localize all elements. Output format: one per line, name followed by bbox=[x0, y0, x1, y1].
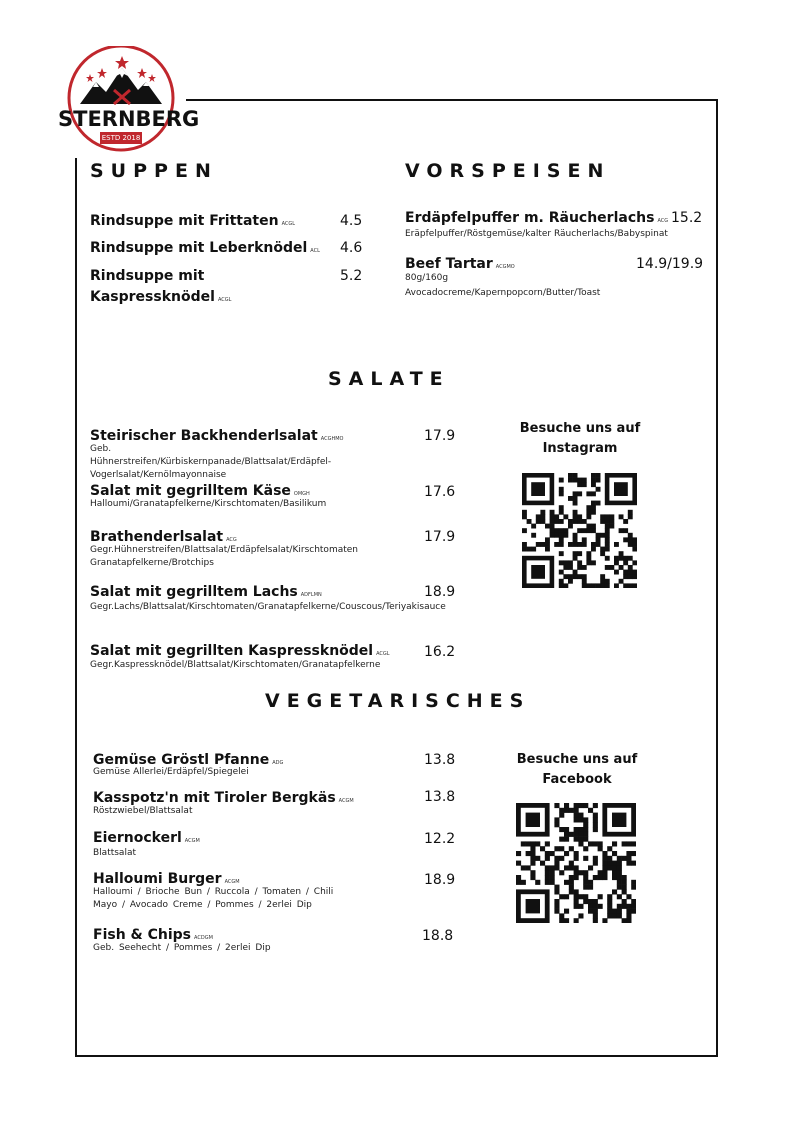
facebook-label: Besuche uns auf Facebook bbox=[516, 752, 638, 787]
menu-item-description: Gegr.Hühnerstreifen/Blattsalat/Erdäpfelsalat/Kirschtomaten Granatapfelkerne/Brotchips bbox=[90, 545, 358, 568]
allergen-codes: ACDGM bbox=[194, 935, 213, 941]
menu-item-price: 17.9 bbox=[424, 428, 456, 444]
section-title-vorspeisen: VORSPEISEN bbox=[405, 160, 611, 182]
allergen-codes: ACGHMO bbox=[320, 436, 344, 442]
menu-item-name: Kasspotz'n mit Tiroler Bergkäs ACGM bbox=[93, 790, 354, 806]
menu-item-description: Halloumi / Brioche Bun / Ruccola / Tomaten / Chili Mayo / Avocado Creme / Pommes / 2erlei Dip bbox=[93, 887, 334, 910]
menu-item-name: Rindsuppe mit Kaspressknödel ACGL bbox=[90, 268, 232, 305]
menu-item-price: 5.2 bbox=[340, 268, 363, 284]
menu-item-name: Salat mit gegrilltem Lachs ADFLMN bbox=[90, 584, 322, 600]
allergen-codes: ACGL bbox=[281, 221, 296, 227]
allergen-codes: ACG bbox=[226, 537, 237, 543]
menu-item-price: 15.2 bbox=[671, 210, 703, 226]
menu-item-name: Gemüse Gröstl Pfanne ADG bbox=[93, 752, 284, 768]
menu-item-name: Rindsuppe mit Leberknödel ACL bbox=[90, 240, 320, 256]
menu-item-name: Fish & Chips ACDGM bbox=[93, 927, 213, 943]
allergen-codes: ADFLMN bbox=[300, 592, 322, 598]
section-title-suppen: SUPPEN bbox=[90, 160, 218, 182]
menu-item-name: Halloumi Burger ACGM bbox=[93, 871, 240, 887]
menu-item-price: 4.5 bbox=[340, 213, 363, 229]
menu-item-description: Röstzwiebel/Blattsalat bbox=[93, 806, 193, 816]
allergen-codes: ACGMO bbox=[495, 264, 515, 270]
menu-item-name: Brathenderlsalat ACG bbox=[90, 529, 237, 545]
menu-item-description: 80g/160g bbox=[405, 273, 449, 283]
menu-item-name: Eiernockerl ACGM bbox=[93, 830, 200, 846]
allergen-codes: ACGM bbox=[184, 838, 200, 844]
menu-item-price: 18.9 bbox=[424, 872, 456, 888]
logo-wordmark: STERNBERG bbox=[58, 107, 200, 131]
menu-item-description: Geb. Seehecht / Pommes / 2erlei Dip bbox=[93, 943, 271, 953]
menu-item-description: Eräpfelpuffer/Röstgemüse/kalter Räucherlachs/Babyspinat bbox=[405, 229, 668, 239]
menu-item-price: 14.9/19.9 bbox=[636, 256, 704, 272]
menu-item-price: 17.6 bbox=[424, 484, 456, 500]
menu-item-price: 12.2 bbox=[424, 831, 456, 847]
allergen-codes: ADG bbox=[272, 760, 284, 766]
logo-established: ESTD 2018 bbox=[101, 134, 141, 142]
menu-item-description: Gegr.Kaspressknödel/Blattsalat/Kirschtomaten/Granatapfelkerne bbox=[90, 660, 381, 670]
allergen-codes: OMGH bbox=[293, 491, 310, 497]
menu-item-price: 16.2 bbox=[424, 644, 456, 660]
menu-item-price: 18.8 bbox=[422, 928, 454, 944]
menu-item-name: Salat mit gegrillten Kaspressknödel ACGL bbox=[90, 643, 390, 659]
menu-item-price: 18.9 bbox=[424, 584, 456, 600]
allergen-codes: ACL bbox=[310, 248, 320, 254]
menu-item-price: 13.8 bbox=[424, 752, 456, 768]
menu-item-description: Blattsalat bbox=[93, 848, 136, 858]
allergen-codes: ACGM bbox=[224, 879, 240, 885]
menu-item-description: Gegr.Lachs/Blattsalat/Kirschtomaten/Granatapfelkerne/Couscous/Teriyakisauce bbox=[90, 602, 446, 612]
menu-item-name: Salat mit gegrilltem Käse OMGH bbox=[90, 483, 310, 499]
menu-item-name: Erdäpfelpuffer m. Räucherlachs ACG bbox=[405, 210, 669, 226]
menu-item-description: Avocadocreme/Kapernpopcorn/Butter/Toast bbox=[405, 288, 601, 298]
section-title-salate: SALATE bbox=[328, 368, 450, 390]
menu-item-description: Geb. Hühnerstreifen/Kürbiskernpanade/Blattsalat/Erdäpfel-Vogerlsalat/Kernölmayonnaise bbox=[90, 444, 332, 480]
menu-item-name: Rindsuppe mit Frittaten ACGL bbox=[90, 213, 296, 229]
menu-item-name: Steirischer Backhenderlsalat ACGHMO bbox=[90, 428, 344, 444]
allergen-codes: ACGL bbox=[376, 651, 390, 657]
section-title-vegetarisches: VEGETARISCHES bbox=[265, 690, 531, 712]
allergen-codes: ACG bbox=[657, 218, 669, 224]
menu-item-description: Halloumi/Granatapfelkerne/Kirschtomaten/Basilikum bbox=[90, 499, 327, 509]
allergen-codes: ACGM bbox=[338, 798, 354, 804]
menu-item-price: 17.9 bbox=[424, 529, 456, 545]
menu-item-name: Beef Tartar ACGMO bbox=[405, 256, 515, 272]
menu-item-description: Gemüse Allerlei/Erdäpfel/Spiegelei bbox=[93, 767, 249, 777]
allergen-codes: ACGL bbox=[217, 297, 232, 303]
instagram-label: Besuche uns auf Instagram bbox=[519, 421, 641, 456]
instagram-qr-code-icon[interactable] bbox=[522, 473, 637, 588]
facebook-qr-code-icon[interactable] bbox=[516, 803, 636, 923]
menu-item-price: 13.8 bbox=[424, 789, 456, 805]
menu-item-price: 4.6 bbox=[340, 240, 363, 256]
